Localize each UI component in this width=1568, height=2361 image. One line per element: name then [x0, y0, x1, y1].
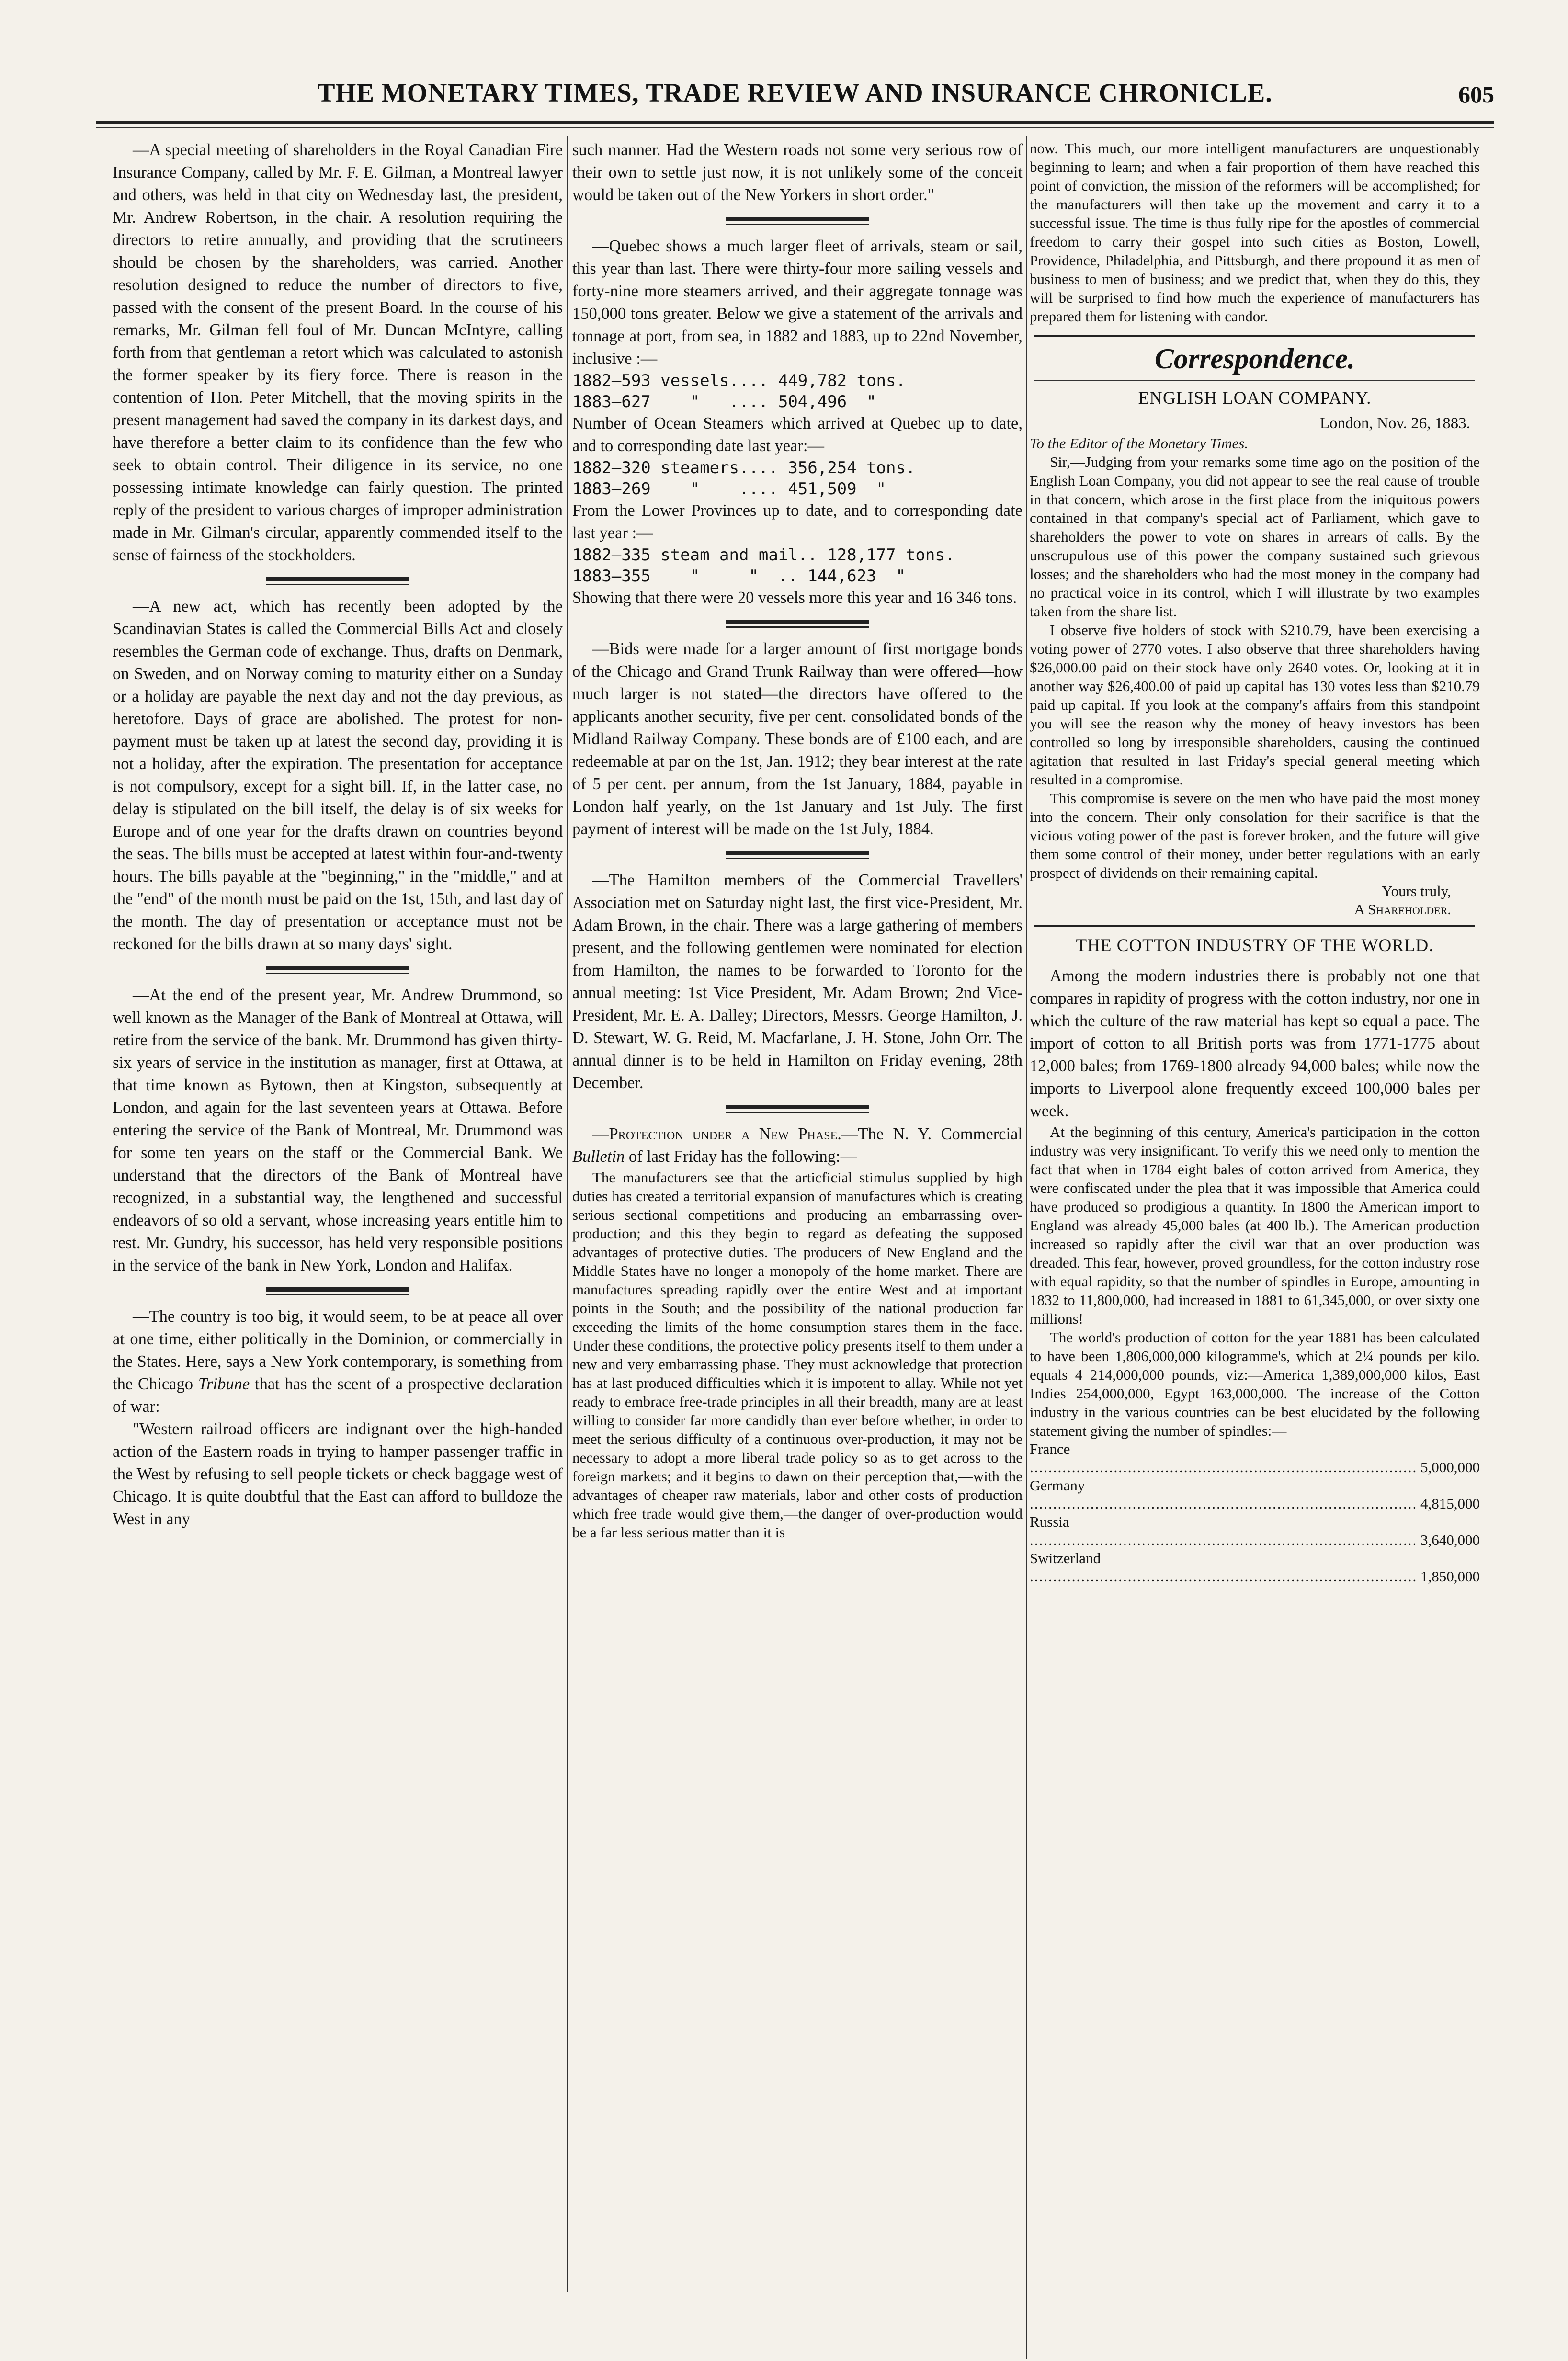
article-separator — [113, 955, 563, 984]
masthead-rule-thin — [96, 127, 1494, 128]
country-name: Switzerland ..... — [1030, 1550, 1417, 1585]
table-row — [1030, 1513, 1480, 1549]
article-railroad-continued: such manner. Had the Western roads not some very serious row of their own to settle just now, it is not unlikely some of the conceit would be taken out of the New Yorkers in short order." — [572, 141, 1023, 204]
stat-line: 1883—355 " " .. 144,623 " — [572, 567, 906, 586]
article-commercial-travellers: —The Hamilton members of the Commercial Travellers' Association met on Saturday night last, the first vice-President, Mr. Adam Brown, in the chair. There was a large gathering of members present, and the following gentlemen were nominated for election from Hamilton, the names to be forwarded to Toronto for the annual meeting: 1st Vice President, Mr. Adam Brown; 2nd Vice-President, Mr. E. A. Dalley; Directors, Messrs. George Hamilton, J. D. Stewart, W. G. Reid, M. Macfarlane, J. H. Stone, John Orr. The annual dinner is to be held in Hamilton on Friday evening, 28th December. — [572, 871, 1023, 1092]
quebec-steamers-intro: Number of Ocean Steamers which arrived at Quebec up to date, and to corresponding date last year:— — [572, 414, 1023, 455]
column-right — [1030, 139, 1480, 2351]
stat-line: 1883—269 " .... 451,509 " — [572, 479, 886, 499]
letter-signature: A Shareholder. — [1354, 901, 1451, 918]
letter-paragraph: Sir,—Judging from your remarks some time ago on the position of the English Loan Company, you did not appear to see the real cause of trouble in that concern, which arose in the first place from the iniquitous powers contained in that company's special act of Parliament, which gave to shareholders the power to vote on shares in arrears of calls. By the unscrupulous use of this power the company sustained such grievous losses; and the shareholders who had the most money in the company had no practical voice in its control, which I will illustrate by two examples taken from the share list. — [1030, 454, 1480, 620]
article-separator — [572, 1094, 1023, 1123]
table-row — [1030, 1440, 1480, 1476]
masthead-title: THE MONETARY TIMES, TRADE REVIEW AND INSURANCE CHRONICLE. — [317, 78, 1273, 107]
cotton-article-title: THE COTTON INDUSTRY OF THE WORLD. — [1076, 936, 1434, 955]
country-name: Germany ..... — [1030, 1477, 1417, 1512]
column-divider — [567, 136, 568, 2292]
country-name: France ..... — [1030, 1441, 1417, 1476]
stat-line: 1882—593 vessels.... 449,782 tons. — [572, 371, 906, 390]
article-protection-continued: now. This much, our more intelligent manufacturers are unquestionably beginning to learn; and when a fair proportion of them have reached this point of conviction, the mission of the reformers will be accomplished; for the manufacturers will then take up the movement and carry it to a successful issue. The time is thus fully ripe for the apostles of commercial freedom to carry their gospel into such cities as Boston, Lowell, Providence, Philadelphia, and Pittsburgh, and there propound it as men of business to men of business; and we predict that, when they do this, they will be surprised to find how much the experience of manufacturers has prepared them for listening with candor. — [1030, 140, 1480, 325]
cotton-paragraph: Among the modern industries there is probably not one that compares in rapidity of progress with the cotton industry, nor one in which the culture of the raw material has kept so equal a pace. The import of cotton to all British ports was from 1771-1775 about 12,000 bales; from 1769-1800 already 94,000 bales; while now the imports to Liverpool alone frequently exceed 100,000 bales per week. — [1030, 967, 1480, 1120]
cotton-paragraph: The world's production of cotton for the year 1881 has been calculated to have been 1,806,000,000 kilogramme's, which at 2¼ pounds per kilo. equals 4 214,000,000 pounds, viz:—America 1,389,000,000 kilos, East Indies 254,000,000, Egypt 163,000,000. The increase of the Cotton industry in the various countries can be best elucidated by the following statement giving the number of spindles:— — [1030, 1329, 1480, 1439]
letter-paragraph: I observe five holders of stock with $210.79, have been exercising a voting power of 2770 votes. I also observe that three shareholders having $26,000.00 paid on their stock have only 2640 votes. Or, looking at it in another way $26,400.00 of paid up capital has 130 votes less than $210.79 paid up capital. If you look at the company's affairs from this standpoint you will see the reason why the money of heavy investors has been controlled so long by irresponsible shareholders, causing the continued agitation that resulted in last Friday's special general meeting which resulted in a compromise. — [1030, 622, 1480, 788]
quebec-provinces-intro: From the Lower Provinces up to date, and to corresponding date last year :— — [572, 501, 1023, 542]
stat-line: 1882—335 steam and mail.. 128,177 tons. — [572, 545, 955, 565]
article-separator — [572, 609, 1023, 638]
stat-line: 1883—627 " .... 504,496 " — [572, 392, 876, 411]
table-row — [1030, 1476, 1480, 1513]
article-separator — [572, 840, 1023, 869]
spindle-count: 4,815,000 — [1420, 1495, 1480, 1512]
article-separator — [572, 206, 1023, 235]
article-protection-heading: —Protection under a New Phase.—The N. Y. Commercial Bulletin of last Friday has the following:— — [572, 1125, 1023, 1166]
spindle-count: 5,000,000 — [1420, 1459, 1480, 1476]
spindle-count: 3,640,000 — [1420, 1532, 1480, 1548]
letter-addressee: To the Editor of the Monetary Times. — [1030, 435, 1249, 452]
article-railroad-war: —The country is too big, it would seem, to be at peace all over at one time, either politically in the Dominion, or commercially in the States. Here, says a New York contemporary, is something from the Chicago Tribune that has the scent of a prospective declaration of war: — [113, 1307, 563, 1416]
column-divider — [1026, 136, 1027, 2359]
letter-title: ENGLISH LOAN COMPANY. — [1138, 388, 1372, 408]
column-left — [113, 139, 563, 2284]
letter-dateline: London, Nov. 26, 1883. — [1319, 415, 1470, 432]
article-protection-quote: The manufacturers see that the articficial stimulus supplied by high duties has created a territorial expansion of manufactures which is creating serious sectional competitions and producing an embarrassing over-production; and this they begin to regard as defeating the supposed advantages of protective duties. The producers of New England and the Middle States have no longer a monopoly of the home market. There are manufactures spreading rapidly over the entire West and at important points in the South; and the possibility of the national production far exceeding the limits of the home consumption stares them in the face. Under these conditions, the protective policy presents itself to them under a new and very embarrassing phase. They must acknowledge that protection has at last produced difficulties which it is impotent to allay. While not yet ready to embrace free-trade principles in all their breadth, many are at least willing to consider far more candidly than ever before whether, in order to meet the serious difficulty of a continuous over-production, it may not be necessary to adopt a more liberal trade policy so as to get across to the foreign markets; and it begins to dawn on their perception that,—with the advantages of cheaper raw materials, labor and other costs of production which free trade would give them,—the danger of over-production would be a far less serious matter than it is — [572, 1169, 1023, 1541]
article-fire-insurance-meeting: —A special meeting of shareholders in the Royal Canadian Fire Insurance Company, called by Mr. F. E. Gilman, a Montreal lawyer and others, was held in that city on Wednesday last, the president, Mr. Andrew Robertson, in the chair. A resolution requiring the directors to retire annually, and providing that the scrutineers should be chosen by the shareholders, was carried. Another resolution designed to reduce the number of directors to five, passed with the consent of the present Board. In the course of his remarks, Mr. Gilman fell foul of Mr. Duncan McIntyre, calling forth from that gentleman a retort which was calculated to astonish the former speaker by its fiery force. There is reason in the contention of Hon. Peter Mitchell, that the moving spirits in the present management had saved the company in its darkest days, and have therefore a better claim to its confidence than the few who seek to obtain control. Their diligence in its service, no one possessing intimate knowledge can fairly question. The printed reply of the president to various charges of improper administration made in Mr. Gilman's circular, apparently commended itself to the sense of fairness of the stockholders. — [113, 141, 563, 564]
masthead — [96, 72, 1494, 125]
article-grand-trunk-bonds: —Bids were made for a larger amount of first mortgage bonds of the Chicago and Grand Trunk Railway than were offered—how much larger is not stated—the directors have offered to the applicants another security, five per cent. consolidated bonds of the Midland Railway Company. These bonds are of £100 each, and are redeemable at par on the 1st, Jan. 1912; they bear interest at the rate of 5 per cent. per annum, from the 1st January, 1884, payable in London half yearly, on the 1st January and 1st July. The first payment of interest will be made on the 1st July, 1884. — [572, 640, 1023, 838]
article-drummond-retirement: —At the end of the present year, Mr. Andrew Drummond, so well known as the Manager of the Bank of Montreal at Ottawa, will retire from the service of the bank. Mr. Drummond has given thirty-six years of service in the institution as manager, first at Ottawa, at that time known as Bytown, then at Kingston, subsequently at London, and again for the last seventeen years at Ottawa. Before entering the service of the Bank of Montreal, Mr. Drummond was for some ten years on the staff or the Commercial Bank. We understand that the directors of the Bank of Montreal have recognized, in a substantial way, the lengthened and successful endeavors of so old a servant, whose increasing years entitle him to rest. Mr. Gundry, his successor, has held very responsible positions in the service of the bank in New York, London and Halifax. — [113, 986, 563, 1274]
country-name: Russia ..... — [1030, 1513, 1417, 1548]
letter-paragraph: This compromise is severe on the men who have paid the most money into the concern. Their only consolation for their sacrifice is that the vicious voting power of the past is forever broken, and the future will give them some control of their money, under better regulations with an early prospect of dividends on their remaining capital. — [1030, 790, 1480, 881]
spindles-table — [1030, 1440, 1480, 1586]
article-scandinavian-bills-act: —A new act, which has recently been adopted by the Scandinavian States is called the Commercial Bills Act and closely resembles the German code of exchange. Thus, drafts on Denmark, on Sweden, and on Norway coming to maturity either on a Sunday or a holiday are payable the next day and not the day previous, as heretofore. Days of grace are abolished. The protest for non-payment must be taken up at latest the second day, providing it is not a holiday, after the expiration. The presentation for acceptance is not compulsory, except for a sight bill. If, in the latter case, no delay is stipulated on the bill itself, the delay is of six weeks for Europe and of one year for the drafts drawn on countries beyond the seas. The bills must be accepted at latest within four-and-twenty hours. The bills payable at the "beginning," in the "middle," and at the "end" of the month must be paid on the 1st, 15th, and last day of the month. The day of presentation or acceptance must not be reckoned for the bills drawn at so many days' sight. — [113, 597, 563, 953]
table-row — [1030, 1549, 1480, 1586]
article-separator — [113, 567, 563, 595]
quebec-summary: Showing that there were 20 vessels more this year and 16 346 tons. — [572, 589, 1017, 607]
column-middle — [572, 139, 1023, 2351]
correspondence-heading: Correspondence. — [1154, 343, 1355, 375]
masthead-rule — [96, 121, 1494, 124]
section-rule — [1034, 380, 1475, 381]
article-railroad-quote: "Western railroad officers are indignant over the high-handed action of the Eastern roads in trying to hamper passenger traffic in the West by refusing to sell people tickets or check baggage west of Chicago. It is quite doubtful that the East can afford to bulldoze the West in any — [113, 1420, 563, 1528]
spindle-count: 1,850,000 — [1420, 1568, 1480, 1585]
stat-line: 1882—320 steamers.... 356,254 tons. — [572, 458, 916, 477]
cotton-paragraph: At the beginning of this century, America's participation in the cotton industry was very insignificant. To verify this we need only to mention the fact that when in 1784 eight bales of cotton arrived from America, they were confiscated under the plea that it was impossible that America could have produced so prodigious a quantity. In 1800 the American import to England was already 45,000 bales (at 400 lb.). The American production increased so rapidly after the civil war that an over production was dreaded. This fear, however, proved groundless, for the cotton industry rose with equal rapidity, so that the number of spindles in Europe, amounting in 1832 to 11,800,000, had increased in 1881 to 61,345,000, or over sixty one millions! — [1030, 1124, 1480, 1327]
page-number: 605 — [1458, 81, 1494, 108]
letter-signoff: Yours truly, — [1382, 883, 1451, 899]
article-quebec-arrivals: —Quebec shows a much larger fleet of arrivals, steam or sail, this year than last. There were thirty-four more sailing vessels and forty-nine more steamers arrived, and their aggregate tonnage was 150,000 tons greater. Below we give a statement of the arrivals and tonnage at port, from sea, in 1882 and 1883, up to 22nd November, inclusive :— — [572, 237, 1023, 368]
article-separator — [113, 1277, 563, 1305]
